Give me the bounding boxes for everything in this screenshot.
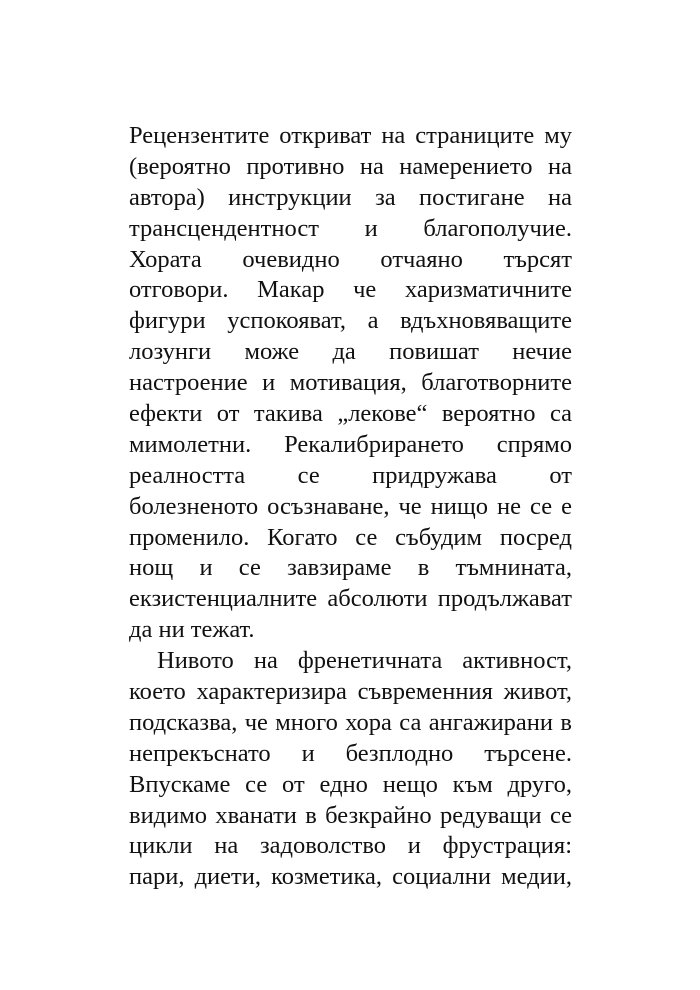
text-line: (вероятно противно на намерението на (129, 152, 572, 180)
text-line: променило. Когато се събудим посред (129, 523, 572, 551)
body-text (129, 121, 572, 893)
text-line: което характеризира съвременния живот, (129, 678, 572, 706)
paragraph-1 (129, 121, 572, 646)
text-line: екзистенциалните абсолюти продължават (129, 585, 572, 613)
text-line: пари, диети, козметика, социални медии, (129, 863, 572, 891)
text-line: реалността се придружава от (129, 461, 572, 489)
text-line: отговори. Макар че харизматичните (129, 276, 572, 304)
text-line: цикли на задоволство и фрустрация: (129, 832, 572, 860)
text-line: лозунги може да повишат нечие (129, 338, 572, 366)
text-line: болезненото осъзнаване, че нищо не се е (129, 492, 572, 520)
text-line: фигури успокояват, а вдъхновяващите (129, 307, 572, 335)
text-line: мимолетни. Рекалибрирането спрямо (129, 430, 572, 458)
text-line: видимо хванати в безкрайно редуващи се (129, 801, 572, 829)
paragraph-2 (129, 646, 572, 893)
text-line: подсказва, че много хора са ангажирани в (129, 708, 572, 736)
text-line: настроение и мотивация, благотворните (129, 369, 572, 397)
text-line: ефекти от такива „лекове“ вероятно са (129, 400, 572, 428)
text-line: Рецензентите откриват на страниците му (129, 122, 572, 149)
text-line: да ни тежат. (129, 616, 255, 644)
text-line: автора) инструкции за постигане на (129, 183, 572, 211)
text-line: трансцендентност и благополучие. (129, 214, 572, 242)
text-line: непрекъснато и безплодно търсене. (129, 739, 572, 767)
text-line: Впускаме се от едно нещо към друго, (129, 770, 572, 798)
text-line: Хората очевидно отчаяно търсят (129, 245, 572, 273)
text-line: Нивото на френетичната активност, (157, 647, 572, 675)
text-line: нощ и се завзираме в тъмнината, (129, 554, 572, 582)
